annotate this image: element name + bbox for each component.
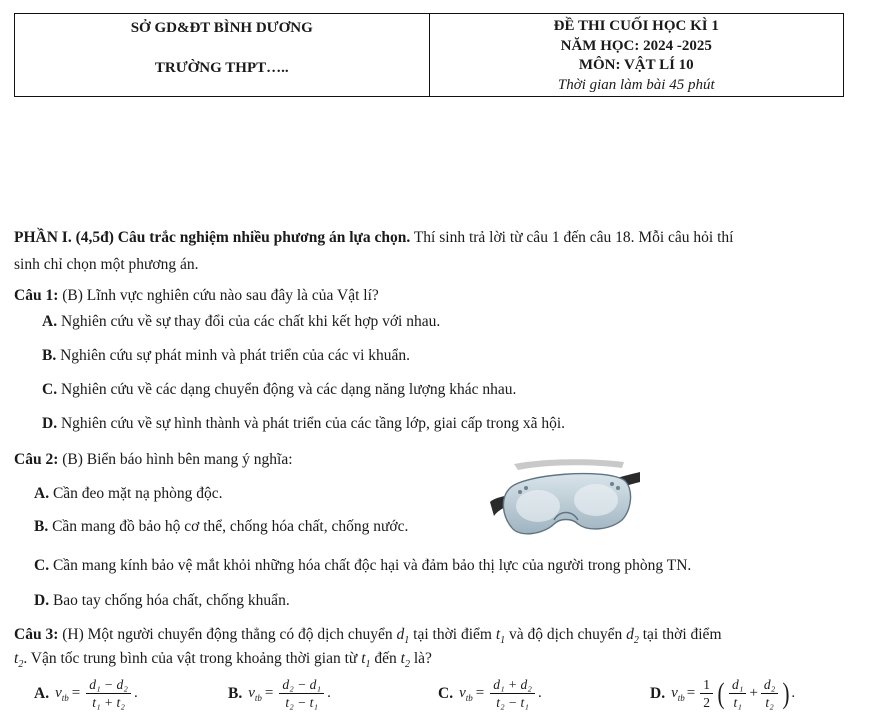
var-subscript: 2 <box>404 659 410 671</box>
period: . <box>791 685 796 701</box>
question-text: và độ dịch chuyển <box>505 626 627 643</box>
fraction-numerator: d₁ − d₂ <box>86 676 131 694</box>
question-text: tại thời điểm <box>638 626 722 643</box>
question-3-line1 <box>14 626 722 646</box>
var-d1 <box>396 626 410 647</box>
var-letter: v <box>55 684 62 701</box>
q2-option-c[interactable] <box>34 557 691 575</box>
header-left-cell <box>15 14 430 96</box>
fraction-numerator: d₁ <box>729 676 746 694</box>
coefficient-fraction <box>700 676 713 711</box>
option-text: Nghiên cứu về các dạng chuyển động và các dạng năng lượng khác nhau. <box>57 381 517 398</box>
question-text: tại thời điểm <box>409 626 496 643</box>
var-subscript: tb <box>465 692 473 703</box>
option-letter: D. <box>650 684 666 702</box>
var-letter: v <box>459 684 466 701</box>
safety-goggles-icon <box>484 458 642 542</box>
option-letter: B. <box>42 347 57 364</box>
question-text: đến <box>370 650 401 667</box>
fraction-numerator: d₁ + d₂ <box>490 676 535 694</box>
q2-option-d[interactable] <box>34 592 290 610</box>
right-parenthesis: ) <box>782 676 790 710</box>
equals-sign: = <box>71 685 81 701</box>
fraction <box>761 676 778 711</box>
left-parenthesis: ( <box>717 676 725 710</box>
fraction <box>729 676 746 711</box>
var-t2 <box>14 650 24 671</box>
fraction-numerator: d₂ <box>761 676 778 694</box>
var-t1 <box>495 626 506 647</box>
var-subscript: tb <box>677 692 685 703</box>
var-letter: t <box>361 650 366 667</box>
question-text: (B) Lĩnh vực nghiên cứu nào sau đây là của Vật lí? <box>58 287 379 304</box>
part1-intro-text: Thí sinh trả lời từ câu 1 đến câu 18. Mỗi câu hỏi thí <box>410 229 734 246</box>
q1-option-c[interactable] <box>42 381 516 399</box>
equals-sign: = <box>475 685 485 701</box>
part1-intro-line1 <box>14 229 733 247</box>
vtb-symbol <box>671 685 685 703</box>
var-subscript: 2 <box>633 635 639 647</box>
var-subscript: 1 <box>404 635 410 647</box>
q3-option-a[interactable] <box>34 676 138 711</box>
option-text: Nghiên cứu về sự hình thành và phát triển của các tầng lớp, giai cấp trong xã hội. <box>57 415 566 432</box>
var-subscript: tb <box>254 692 262 703</box>
question-1 <box>14 287 379 305</box>
question-3-line2 <box>14 650 432 670</box>
q1-option-a[interactable] <box>42 313 440 331</box>
question-text: (B) Biển báo hình bên mang ý nghĩa: <box>58 451 293 468</box>
school-name: TRƯỜNG THPT….. <box>154 60 289 76</box>
option-letter: B. <box>228 684 243 702</box>
fraction-denominator: 2 <box>703 695 710 710</box>
option-text: Nghiên cứu sự phát minh và phát triển của các vi khuẩn. <box>56 347 411 364</box>
question-label: Câu 3: <box>14 626 59 643</box>
question-text: là? <box>409 650 432 667</box>
fraction-denominator: t₂ − t₁ <box>285 695 319 710</box>
fraction <box>86 676 131 711</box>
period: . <box>327 685 331 701</box>
vtb-symbol <box>55 685 69 703</box>
option-text: Nghiên cứu về sự thay đổi của các chất khi kết hợp với nhau. <box>57 313 441 330</box>
option-letter: A. <box>42 313 58 330</box>
var-letter: v <box>671 684 678 701</box>
q3-option-c[interactable] <box>438 676 542 711</box>
var-subscript: 1 <box>365 659 371 671</box>
var-subscript: tb <box>61 692 69 703</box>
var-subscript: 2 <box>18 659 24 671</box>
q1-option-d[interactable] <box>42 415 565 433</box>
option-letter: D. <box>42 415 58 432</box>
q1-option-b[interactable] <box>42 347 410 365</box>
var-t2 <box>400 650 410 671</box>
vtb-symbol <box>459 685 473 703</box>
fraction <box>490 676 535 711</box>
vtb-symbol <box>248 685 262 703</box>
fraction-numerator: 1 <box>700 676 713 694</box>
option-letter: C. <box>34 557 50 574</box>
fraction-numerator: d₂ − d₁ <box>279 676 324 694</box>
question-label: Câu 1: <box>14 287 59 304</box>
option-text: Cần mang kính bảo vệ mắt khỏi những hóa chất độc hại và đảm bảo thị lực của người trong phòng TN. <box>49 557 692 574</box>
part1-title: PHẦN I. (4,5đ) Câu trắc nghiệm nhiều phương án lựa chọn. <box>14 229 411 246</box>
var-letter: v <box>248 684 255 701</box>
option-letter: B. <box>34 518 49 535</box>
question-text: . Vận tốc trung bình của vật trong khoảng thời gian từ <box>23 650 362 667</box>
exam-header-table <box>14 13 844 97</box>
time-limit: Thời gian làm bài 45 phút <box>557 77 715 93</box>
fraction-denominator: t₂ <box>765 695 774 710</box>
option-letter: C. <box>438 684 454 702</box>
subject: MÔN: VẬT LÍ 10 <box>578 57 694 73</box>
question-label: Câu 2: <box>14 451 59 468</box>
header-right-cell <box>430 14 844 96</box>
fraction-denominator: t₂ − t₁ <box>496 695 529 710</box>
period: . <box>537 685 542 701</box>
var-d2 <box>626 626 639 647</box>
option-text: Cần mang đồ bảo hộ cơ thể, chống hóa chất, chống nước. <box>48 518 409 535</box>
var-letter: t <box>14 650 19 667</box>
option-letter: C. <box>42 381 58 398</box>
option-text: Bao tay chống hóa chất, chống khuẩn. <box>49 592 290 609</box>
part1-intro-line2: sinh chỉ chọn một phương án. <box>14 256 199 273</box>
department-name: SỞ GD&ĐT BÌNH DƯƠNG <box>130 20 313 36</box>
equals-sign: = <box>686 685 696 701</box>
period: . <box>133 685 138 701</box>
q2-option-a[interactable] <box>34 485 223 503</box>
fraction-denominator: t₁ <box>733 695 742 710</box>
var-letter: t <box>400 650 405 667</box>
var-subscript: 1 <box>500 635 506 647</box>
option-letter: A. <box>34 684 50 702</box>
fraction-denominator: t₁ + t₂ <box>92 695 125 710</box>
question-2 <box>14 451 293 469</box>
q2-option-b[interactable] <box>34 518 408 536</box>
plus-sign: + <box>749 685 758 701</box>
var-letter: t <box>495 626 501 643</box>
school-year: NĂM HỌC: 2024 -2025 <box>560 38 712 54</box>
fraction <box>279 676 324 711</box>
var-t1 <box>361 650 371 671</box>
exam-title: ĐỀ THI CUỐI HỌC KÌ 1 <box>553 18 719 34</box>
q3-option-b[interactable] <box>228 676 331 711</box>
q3-option-d[interactable] <box>650 676 795 711</box>
option-letter: D. <box>34 592 50 609</box>
equals-sign: = <box>264 685 274 701</box>
option-letter: A. <box>34 485 50 502</box>
var-letter: d <box>396 626 405 643</box>
question-text: (H) Một người chuyển động thẳng có độ dịch chuyển <box>58 626 397 643</box>
var-letter: d <box>626 626 634 643</box>
option-text: Cần đeo mặt nạ phòng độc. <box>49 485 223 502</box>
